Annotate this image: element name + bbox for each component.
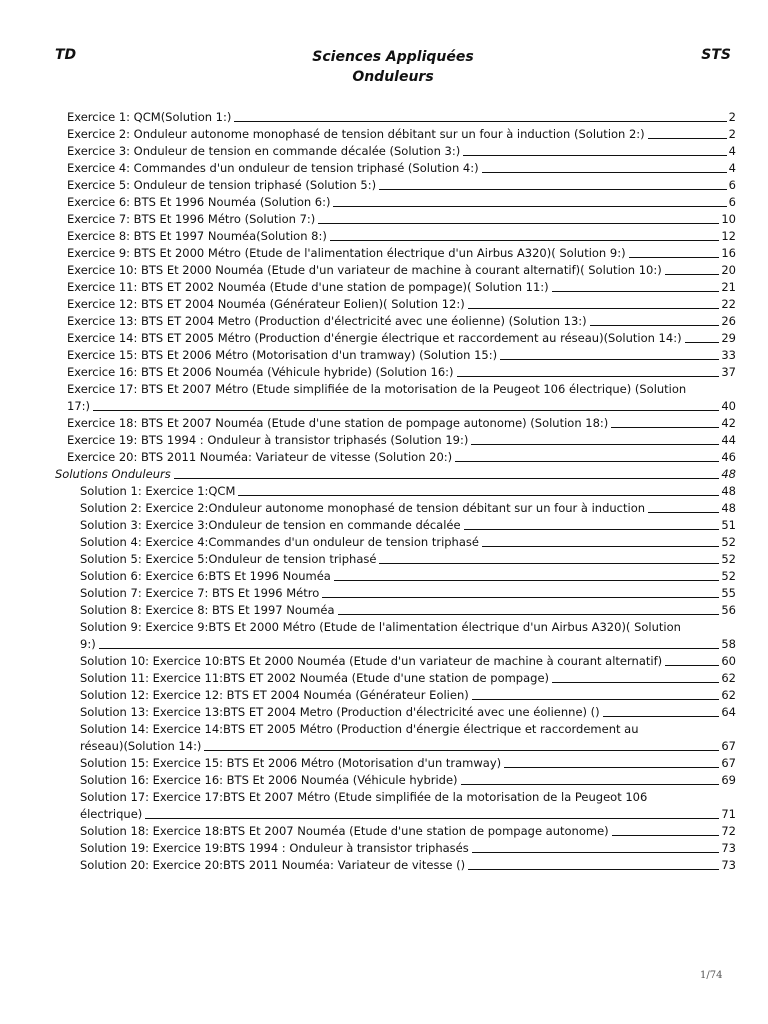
toc-entry-page: 26 [721,314,736,328]
toc-entry-label: Solution 14: Exercice 14:BTS ET 2005 Métro (Production d'énergie électrique et raccordement au [80,722,639,736]
toc-leader-line [612,835,720,836]
toc-entry-page: 12 [721,229,736,243]
toc-entry[interactable] [0,840,768,857]
toc-entry[interactable] [0,347,768,364]
toc-entry[interactable] [0,262,768,279]
header-title-line2: Onduleurs [352,69,434,85]
toc-entry[interactable] [0,517,768,534]
toc-entry-page: 4 [728,161,736,175]
toc-leader-line [99,648,720,649]
toc-entry[interactable] [0,483,768,500]
toc-entry[interactable] [0,364,768,381]
toc-entry[interactable] [0,228,768,245]
toc-entry[interactable] [0,602,768,619]
toc-entry-label: Exercice 13: BTS ET 2004 Metro (Production d'électricité avec une éolienne) (Solution 13:) [67,314,587,328]
toc-entry-page: 22 [721,297,736,311]
toc-leader-line [145,818,719,819]
toc-entry-page: 48 [721,484,736,498]
toc-entry[interactable] [0,296,768,313]
toc-entry-page: 73 [721,858,736,872]
toc-entry-page: 16 [721,246,736,260]
toc-entry[interactable] [0,245,768,262]
toc-entry-label: Solution 9: Exercice 9:BTS Et 2000 Métro (Etude de l'alimentation électrique d'un Airbus A320)( Solution [80,620,681,634]
toc-entry-page: 55 [721,586,736,600]
toc-leader-line [552,291,720,292]
toc-entry-label: Solution 4: Exercice 4:Commandes d'un onduleur de tension triphasé [80,535,479,549]
toc-entry-label: Solution 10: Exercice 10:BTS Et 2000 Nouméa (Etude d'un variateur de machine à courant alternatif) [80,654,663,668]
toc-entry-label: Solution 8: Exercice 8: BTS Et 1997 Nouméa [80,603,335,617]
toc-leader-line [322,597,719,598]
toc-entry[interactable] [0,432,768,449]
toc-entry[interactable] [0,772,768,789]
toc-entry-label: Exercice 14: BTS ET 2005 Métro (Production d'énergie électrique et raccordement au réseau)(Solution 14:) [67,331,682,345]
toc-entry-page: 20 [721,263,736,277]
toc-entry[interactable] [0,738,768,755]
toc-entry-label: Solutions Onduleurs [55,467,171,481]
toc-leader-line [504,767,719,768]
toc-entry-label: Exercice 7: BTS Et 1996 Métro (Solution 7:) [67,212,316,226]
toc-entry-page: 42 [721,416,736,430]
toc-entry[interactable] [0,109,768,126]
toc-leader-line [552,682,719,683]
toc-entry-label: Solution 11: Exercice 11:BTS ET 2002 Nouméa (Etude d'une station de pompage) [80,671,550,685]
toc-entry-page: 72 [721,824,736,838]
toc-leader-line [204,750,719,751]
toc-entry-page: 62 [721,671,736,685]
toc-entry-label: Exercice 16: BTS Et 2006 Nouméa (Véhicule hybride) (Solution 16:) [67,365,454,379]
toc-entry-page: 62 [721,688,736,702]
toc-entry-label: Solution 19: Exercice 19:BTS 1994 : Onduleur à transistor triphasés [80,841,469,855]
toc-entry[interactable] [0,398,768,415]
toc-leader-line [648,138,727,139]
toc-entry[interactable] [0,619,768,636]
toc-entry[interactable] [0,177,768,194]
toc-entry-page: 6 [728,195,736,209]
toc-entry-page: 33 [721,348,736,362]
toc-entry-page: 52 [721,552,736,566]
toc-entry-page: 67 [721,739,736,753]
toc-entry-label: électrique) [80,807,143,821]
toc-entry-page: 52 [721,535,736,549]
toc-entry-label: Exercice 6: BTS Et 1996 Nouméa (Solution 6:) [67,195,331,209]
toc-entry[interactable] [0,806,768,823]
toc-entry[interactable] [0,687,768,704]
toc-entry-label: Solution 12: Exercice 12: BTS ET 2004 Nouméa (Générateur Eolien) [80,688,469,702]
toc-leader-line [611,427,719,428]
toc-entry[interactable] [0,704,768,721]
toc-entry[interactable] [0,551,768,568]
toc-entry[interactable] [0,381,768,398]
toc-entry-label: Exercice 1: QCM(Solution 1:) [67,110,232,124]
toc-entry-page: 2 [728,110,736,124]
toc-entry-label: Exercice 20: BTS 2011 Nouméa: Variateur de vitesse (Solution 20:) [67,450,453,464]
toc-entry-label: Solution 16: Exercice 16: BTS Et 2006 Nouméa (Véhicule hybride) [80,773,458,787]
toc-entry[interactable] [0,313,768,330]
toc-entry[interactable] [0,449,768,466]
toc-entry-page: 48 [721,501,736,515]
toc-entry-label: Solution 2: Exercice 2:Onduleur autonome monophasé de tension débitant sur un four à induction [80,501,646,515]
toc-entry[interactable] [0,857,768,874]
page-header [55,47,731,87]
toc-entry-label: Solution 17: Exercice 17:BTS Et 2007 Métro (Etude simplifiée de la motorisation de la Peugeot 106 [80,790,648,804]
toc-entry[interactable] [0,279,768,296]
toc-entry-page: 71 [721,807,736,821]
toc-entry-label: Exercice 9: BTS Et 2000 Métro (Etude de l'alimentation électrique d'un Airbus A320)( Solution 9:) [67,246,626,260]
toc-leader-line [482,172,727,173]
toc-leader-line [472,852,720,853]
toc-entry[interactable] [0,143,768,160]
toc-entry[interactable] [0,211,768,228]
toc-entry-page: 67 [721,756,736,770]
page-number: 1/74 [700,970,723,981]
toc-leader-line [685,342,720,343]
toc-entry-label: Solution 7: Exercice 7: BTS Et 1996 Métro [80,586,320,600]
toc-entry-label: Solution 15: Exercice 15: BTS Et 2006 Métro (Motorisation d'un tramway) [80,756,502,770]
toc-entry[interactable] [0,534,768,551]
toc-leader-line [472,699,720,700]
toc-entry[interactable] [0,721,768,738]
toc-leader-line [379,189,727,190]
toc-leader-line [629,257,720,258]
toc-entry-page: 2 [728,127,736,141]
toc-leader-line [455,461,719,462]
toc-entry-label: Exercice 10: BTS Et 2000 Nouméa (Etude d'un variateur de machine à courant alternatif)( Solution 10:) [67,263,662,277]
toc-entry-page: 40 [721,399,736,413]
toc-entry-label: Exercice 11: BTS ET 2002 Nouméa (Etude d'une station de pompage)( Solution 11:) [67,280,549,294]
toc-entry-label: Exercice 15: BTS Et 2006 Métro (Motorisation d'un tramway) (Solution 15:) [67,348,498,362]
toc-entry-page: 46 [721,450,736,464]
toc-entry-page: 48 [721,467,736,481]
toc-entry-page: 37 [721,365,736,379]
toc-entry-label: Solution 3: Exercice 3:Onduleur de tension en commande décalée [80,518,461,532]
toc-entry-label: Solution 18: Exercice 18:BTS Et 2007 Nouméa (Etude d'une station de pompage autonome) [80,824,609,838]
toc-leader-line [318,223,719,224]
toc-entry-label: Solution 13: Exercice 13:BTS ET 2004 Metro (Production d'électricité avec une éolienne) () [80,705,600,719]
toc-leader-line [500,359,719,360]
toc-leader-line [461,784,720,785]
toc-entry-label: Exercice 19: BTS 1994 : Onduleur à transistor triphasés (Solution 19:) [67,433,469,447]
toc-leader-line [665,665,719,666]
toc-entry-label: Exercice 8: BTS Et 1997 Nouméa(Solution 8:) [67,229,327,243]
toc-entry-label: Exercice 18: BTS Et 2007 Nouméa (Etude d'une station de pompage autonome) (Solution 18:) [67,416,609,430]
toc-section-heading[interactable] [0,466,768,483]
toc-entry-page: 64 [721,705,736,719]
toc-entry[interactable] [0,330,768,347]
toc-entry-page: 6 [728,178,736,192]
toc-leader-line [334,580,720,581]
toc-entry-page: 51 [721,518,736,532]
toc-entry-label: Exercice 5: Onduleur de tension triphasé (Solution 5:) [67,178,377,192]
toc-entry[interactable] [0,500,768,517]
toc-entry-page: 60 [721,654,736,668]
toc-entry-label: Exercice 3: Onduleur de tension en commande décalée (Solution 3:) [67,144,461,158]
toc-leader-line [379,563,719,564]
toc-entry-label: Solution 5: Exercice 5:Onduleur de tension triphasé [80,552,377,566]
toc-entry-page: 58 [721,637,736,651]
toc-entry-page: 21 [721,280,736,294]
toc-leader-line [590,325,720,326]
toc-entry-label: Solution 6: Exercice 6:BTS Et 1996 Nouméa [80,569,331,583]
toc-leader-line [238,495,719,496]
toc-entry[interactable] [0,194,768,211]
toc-leader-line [464,529,720,530]
toc-entry[interactable] [0,636,768,653]
toc-entry-label: Exercice 4: Commandes d'un onduleur de tension triphasé (Solution 4:) [67,161,479,175]
toc-entry-page: 69 [721,773,736,787]
toc-entry-label: 17:) [67,399,90,413]
toc-entry-label: Exercice 2: Onduleur autonome monophasé de tension débitant sur un four à induction (Solution 2:) [67,127,645,141]
toc-leader-line [482,546,719,547]
toc-leader-line [471,444,719,445]
header-title-line1: Sciences Appliquées [312,49,474,65]
header-right: STS [701,47,731,63]
toc-entry-page: 10 [721,212,736,226]
toc-entry[interactable] [0,415,768,432]
toc-leader-line [93,410,719,411]
toc-entry-page: 29 [721,331,736,345]
toc-entry-label: réseau)(Solution 14:) [80,739,202,753]
toc-leader-line [333,206,726,207]
toc-entry-page: 44 [721,433,736,447]
header-title [55,47,731,87]
toc-entry-page: 52 [721,569,736,583]
toc-entry[interactable] [0,789,768,806]
toc-entry[interactable] [0,823,768,840]
toc-entry-page: 4 [728,144,736,158]
toc-entry-label: 9:) [80,637,96,651]
toc-entry[interactable] [0,160,768,177]
toc-leader-line [463,155,726,156]
toc-entry[interactable] [0,568,768,585]
toc-entry[interactable] [0,755,768,772]
toc-leader-line [648,512,719,513]
toc-leader-line [330,240,720,241]
toc-entry-label: Exercice 17: BTS Et 2007 Métro (Etude simplifiée de la motorisation de la Peugeot 106 électrique) (Solution [67,382,687,396]
toc-leader-line [234,121,726,122]
toc-entry-label: Solution 20: Exercice 20:BTS 2011 Nouméa: Variateur de vitesse () [80,858,466,872]
toc-entry[interactable] [0,126,768,143]
toc-leader-line [665,274,720,275]
toc-entry-label: Exercice 12: BTS ET 2004 Nouméa (Générateur Eolien)( Solution 12:) [67,297,465,311]
toc-entry[interactable] [0,585,768,602]
toc-leader-line [457,376,720,377]
toc-entry-page: 73 [721,841,736,855]
toc-entry[interactable] [0,670,768,687]
toc-entry[interactable] [0,653,768,670]
toc-leader-line [468,308,720,309]
toc-leader-line [603,716,720,717]
toc-entry-label: Solution 1: Exercice 1:QCM [80,484,236,498]
toc-leader-line [338,614,720,615]
toc-entry-page: 56 [721,603,736,617]
toc-leader-line [468,869,719,870]
toc-leader-line [174,478,720,479]
header-left: TD [55,47,77,63]
